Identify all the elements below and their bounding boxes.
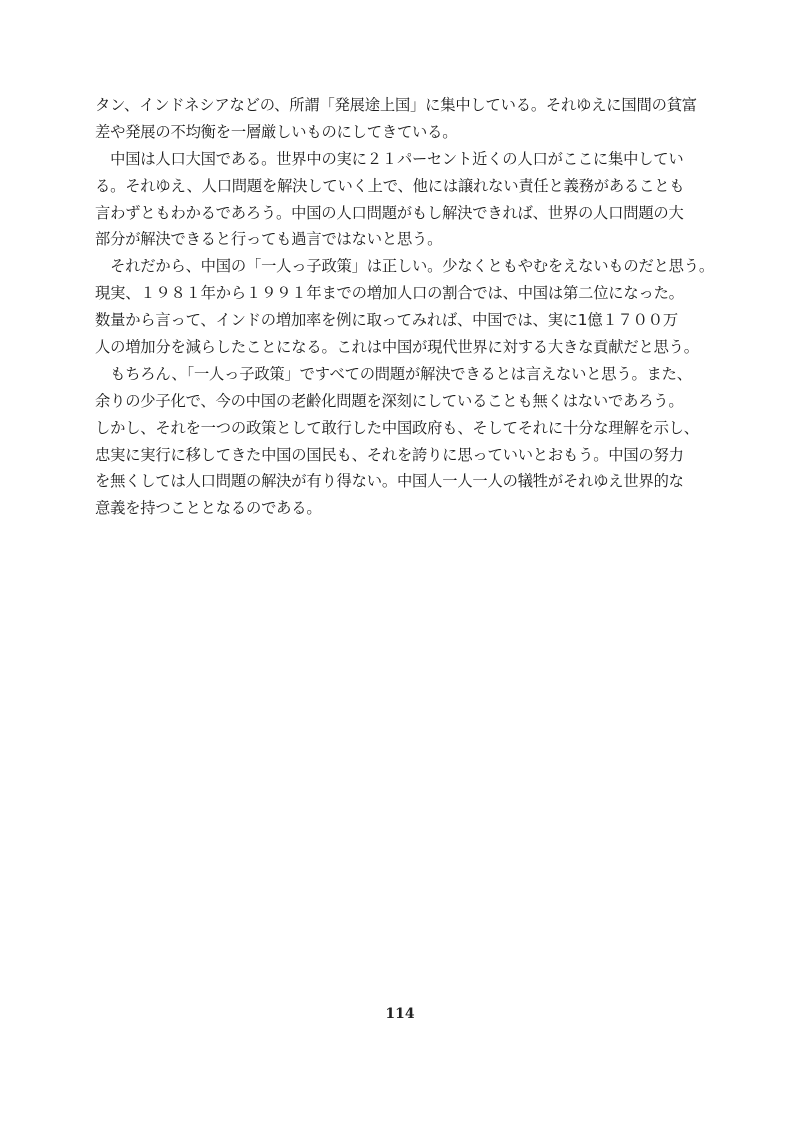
text-line: 部分が解決できると行っても過言ではないと思う。 bbox=[95, 230, 443, 249]
text-line: 現実、１９８１年から１９９１年までの増加人口の割合では、中国は第二位になった。 bbox=[95, 284, 684, 303]
text-line: 余りの少子化で、今の中国の老齢化問題を深刻にしていることも無くはないであろう。 bbox=[95, 391, 684, 410]
text-line: 忠実に実行に移してきた中国の国民も、それを誇りに思っていいとおもう。中国の努力 bbox=[95, 445, 684, 464]
text-line: もちろん、「一人っ子政策」ですべての問題が解決できるとは言えないと思う。また、 bbox=[95, 364, 692, 383]
page-number: 114 bbox=[385, 1006, 415, 1022]
body-text bbox=[95, 92, 720, 522]
text-line: 人の増加分を減らしたことになる。これは中国が現代世界に対する大きな貢献だと思う。 bbox=[95, 338, 699, 357]
text-line: 言わずともわかるであろう。中国の人口問題がもし解決できれば、世界の人口問題の大 bbox=[95, 203, 684, 222]
text-line: 数量から言って、インドの増加率を例に取ってみれば、中国では、実に1億１７００万 bbox=[95, 311, 678, 330]
text-line: を無くしては人口問題の解決が有り得ない。中国人一人一人の犠牲がそれゆえ世界的な bbox=[95, 472, 684, 491]
text-line: る。それゆえ、人口問題を解決していく上で、他には譲れない責任と義務があることも bbox=[95, 176, 685, 195]
text-line: それだから、中国の「一人っ子政策」は正しい。少なくともやむをえないものだと思う。 bbox=[95, 257, 714, 276]
text-line: 中国は人口大国である。世界中の実に２１パーセント近くの人口がここに集中してい bbox=[95, 149, 684, 168]
text-line: 差や発展の不均衡を一層厳しいものにしてきている。 bbox=[95, 122, 458, 141]
text-line: 意義を持つこととなるのである。 bbox=[95, 499, 322, 518]
text-line: しかし、それを一つの政策として敢行した中国政府も、そしてそれに十分な理解を示し、 bbox=[95, 418, 699, 437]
text-line: タン、インドネシアなどの、所謂「発展途上国」に集中している。それゆえに国間の貧富 bbox=[95, 96, 697, 114]
